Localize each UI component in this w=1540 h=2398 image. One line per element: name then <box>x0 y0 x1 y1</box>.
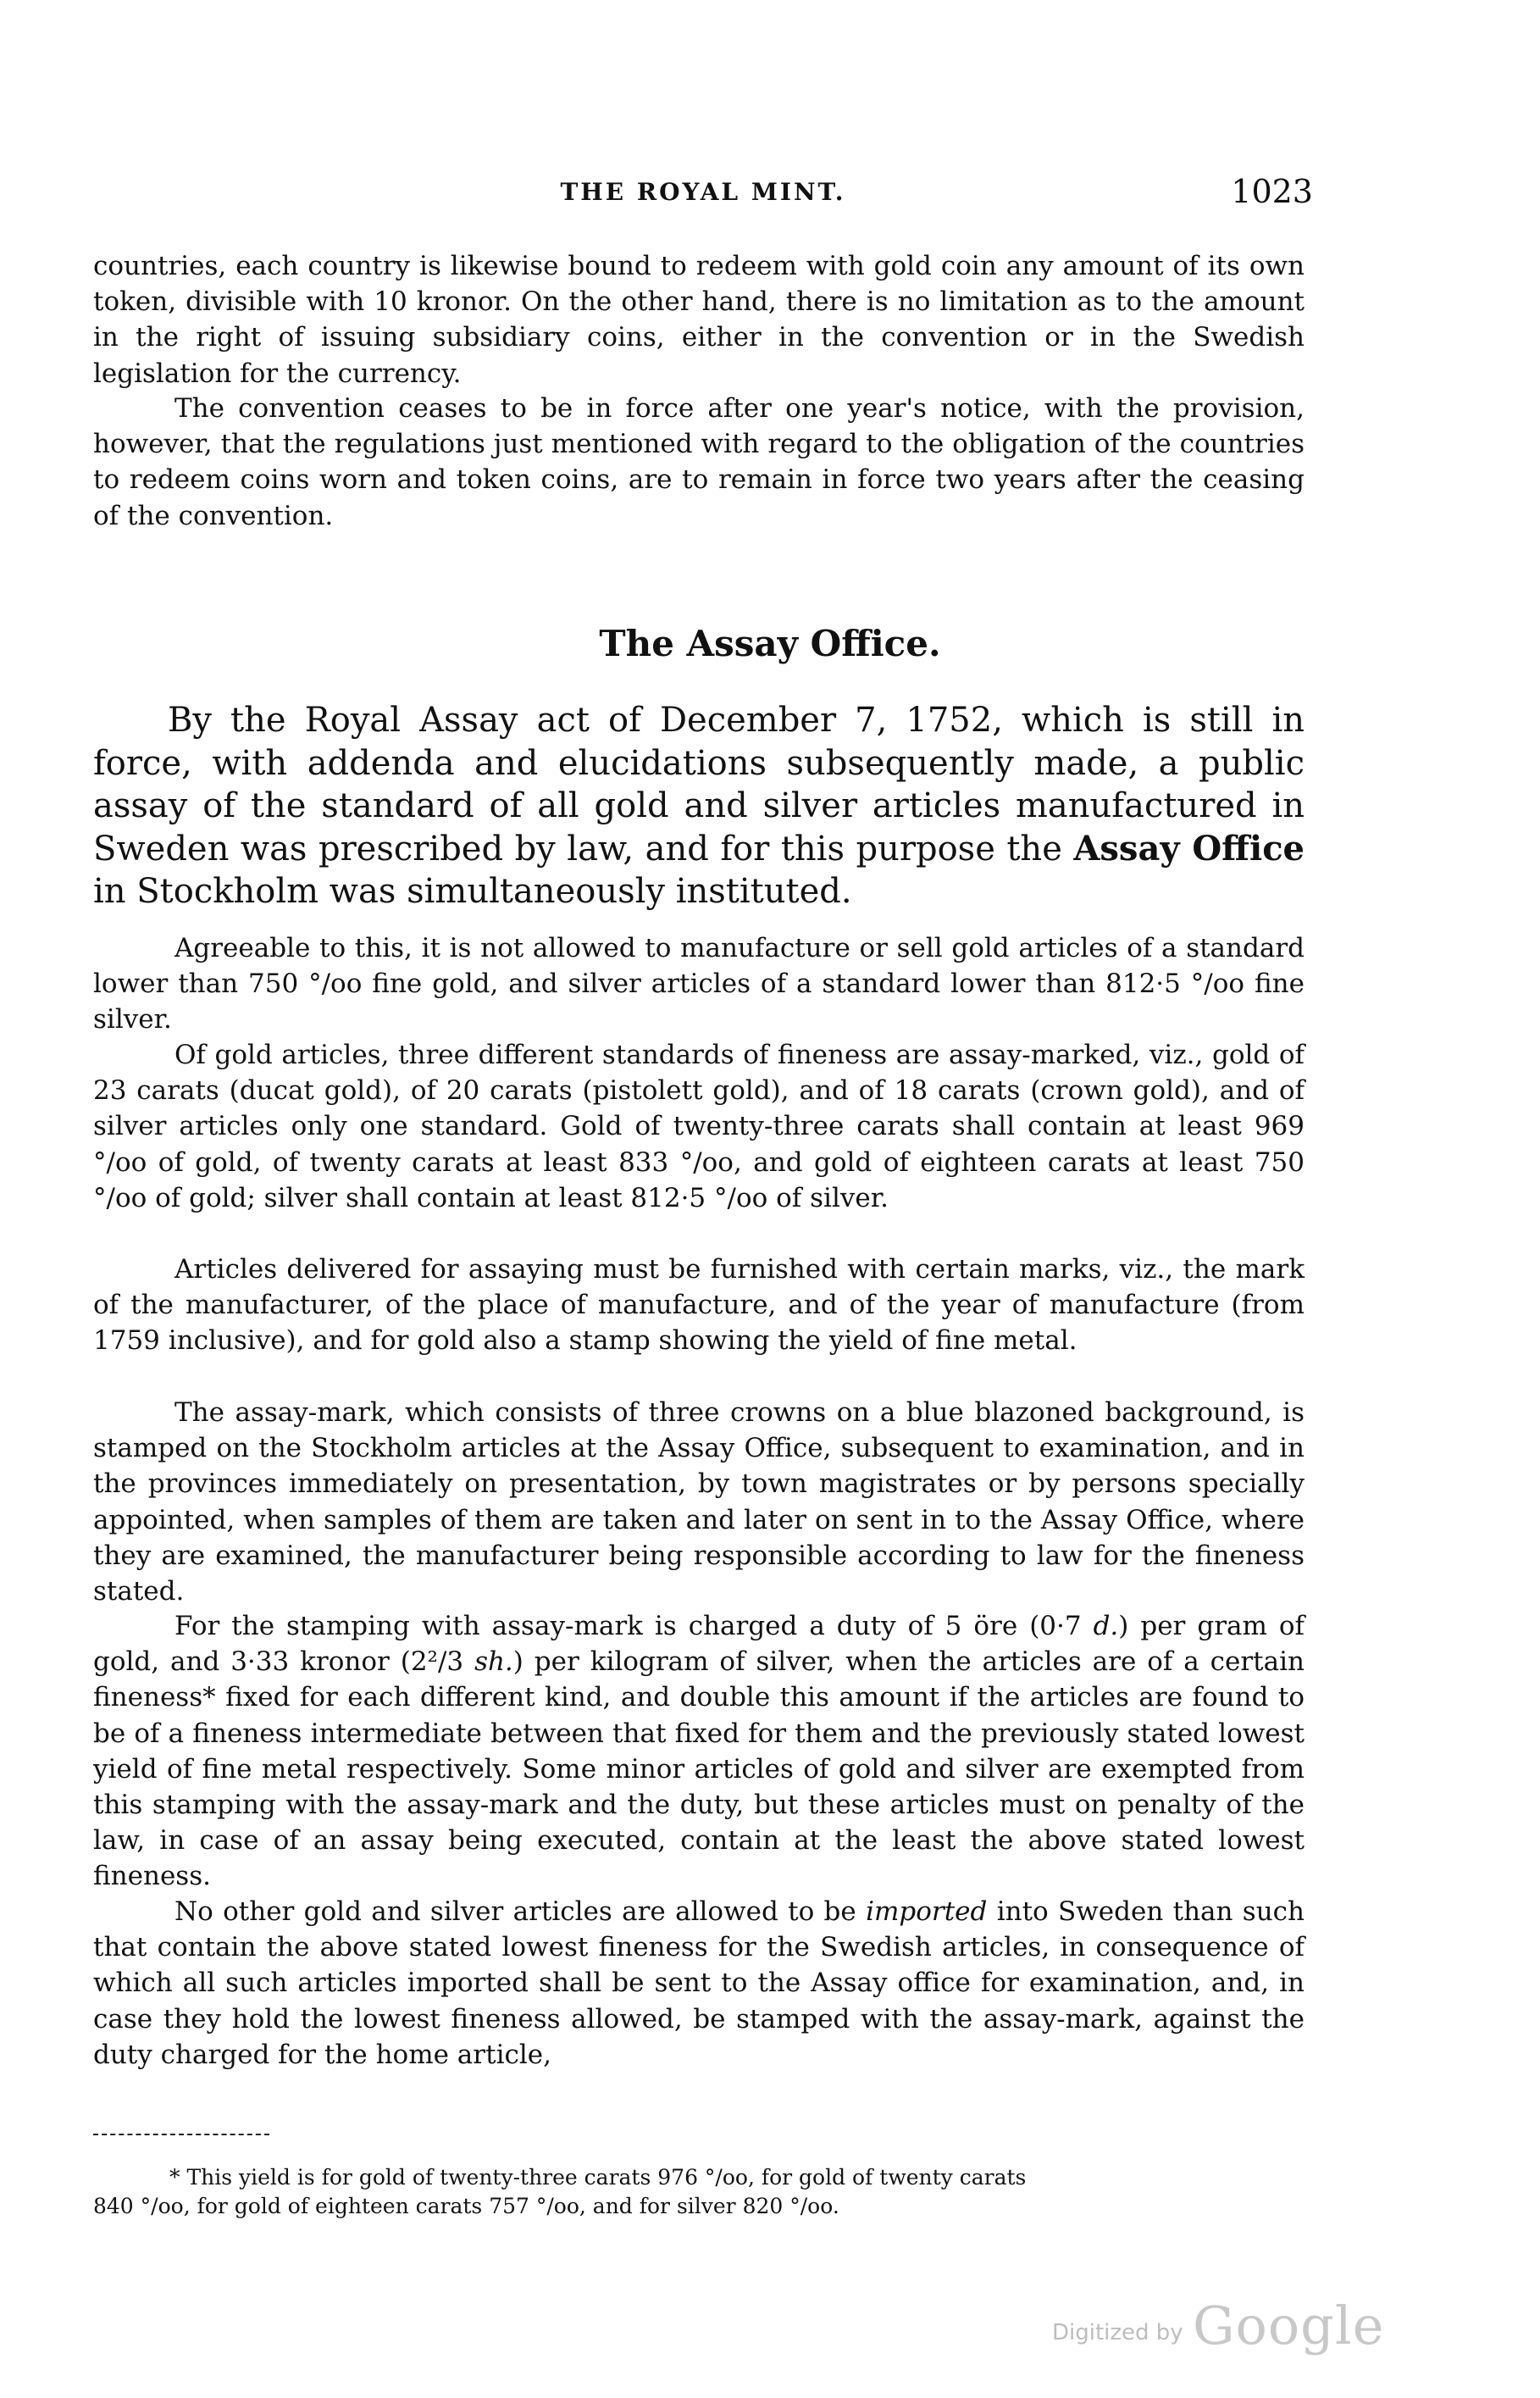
lead-text-start: By the Royal Assay act of December 7, 1752, which is still in force, with addenda and elucidations subsequently made, a public assay of the standard of all gold and silver articles manufactured in Sweden was prescribed by law, and for this purpose the <box>93 701 1305 869</box>
assay-office-emphasis: Assay Office <box>1073 828 1305 869</box>
standards-paragraph: Agreeable to this, it is not allowed to manufacture or sell gold articles of a standard lower than 750 °/oo fine gold, and silver articles of a standard lower than 812·5 °/oo fine silver. <box>93 933 1305 1035</box>
import-text-start: No other gold and silver articles are allowed to be <box>174 1896 867 1927</box>
google-logo: Google <box>1193 2295 1385 2356</box>
shilling-abbrev: sh. <box>474 1646 513 1678</box>
footnote <box>93 2163 1305 2221</box>
running-head <box>93 173 1313 220</box>
imported-emphasis: imported <box>866 1896 988 1927</box>
section-title: The Assay Office. <box>599 623 941 664</box>
footnote-line-2: 840 °/oo, for gold of eighteen carats 757 °/oo, and for silver 820 °/oo. <box>93 2194 839 2218</box>
intro-paragraph-2: The convention ceases to be in force after one year's notice, with the provision, however, that the regulations just mentioned with regard to the obligation of the countries to redeem coins worn and token coins, are to remain in force two years after the ceasing of the convention. <box>93 393 1305 531</box>
page-number: 1023 <box>1231 173 1313 210</box>
footnote-separator <box>93 2134 269 2135</box>
running-title: THE ROYAL MINT. <box>560 178 846 206</box>
duty-text-1: For the stamping with assay-mark is charged a duty of 5 öre (0·7 <box>174 1611 1094 1641</box>
footnote-line-1: * This yield is for gold of twenty-three carats 976 °/oo, for gold of twenty carats <box>169 2165 1027 2190</box>
watermark-prefix: Digitized by <box>1052 2320 1183 2345</box>
lead-text-end: in Stockholm was simultaneously instituted. <box>93 872 852 911</box>
duty-text-2: ) per gram of gold, and 3·33 kronor (2²/3 <box>93 1611 1305 1678</box>
assay-mark-paragraph: The assay-mark, which consists of three crowns on a blue blazoned background, is stamped on the Stockholm articles at the Assay Office, subsequent to examination, and in the provinces immediately on presentation, by town magistrates or by persons specially appointed, when samples of them are taken and later on sent in to the Assay Office, where they are examined, the manufacturer being responsible according to law for the fineness stated. <box>93 1397 1305 1607</box>
duty-text-3: ) per kilogram of silver, when the articles are of a certain fineness* fixed for each different kind, and double this amount if the articles are found to be of a fineness intermediate between that fixed for them and the previously stated lowest yield of fine metal respectively. Some minor articles of gold and silver are exempted from this stamping with the assay-mark and the duty, but these articles must on penalty of the law, in case of an assay being executed, contain at the least the above stated lowest fineness. <box>93 1646 1305 1892</box>
import-paragraph <box>93 1894 1305 2073</box>
digitized-watermark <box>1042 2288 1385 2373</box>
duty-paragraph <box>93 1608 1305 1895</box>
lead-paragraph <box>93 699 1305 913</box>
intro-paragraph-1: countries, each country is likewise bound to redeem with gold coin any amount of its own token, divisible with 10 kronor. On the other hand, there is no limitation as to the amount in the right of issuing subsidiary coins, either in the convention or in the Swedish legislation for the currency. <box>93 251 1305 389</box>
marks-paragraph: Articles delivered for assaying must be furnished with certain marks, viz., the mark of the manufacturer, of the place of manufacture, and of the year of manufacture (from 1759 inclusive), and for gold also a stamp showing the yield of fine metal. <box>93 1254 1305 1357</box>
fineness-paragraph: Of gold articles, three different standards of fineness are assay-marked, viz., gold of 23 carats (ducat gold), of 20 carats (pistolett gold), and of 18 carats (crown gold), and of silver articles only one standard. Gold of twenty-three carats shall contain at least 969 °/oo of gold, of twenty carats at least 833 °/oo, and gold of eighteen carats at least 750 °/oo of gold; silver shall contain at least 812·5 °/oo of silver. <box>93 1040 1305 1213</box>
import-text-end: into Sweden than such that contain the above stated lowest fineness for the Swedish articles, in consequence of which all such articles imported shall be sent to the Assay office for examination, and, in case they hold the lowest fineness allowed, be stamped with the assay-mark, against the duty charged for the home article, <box>93 1896 1305 2070</box>
pence-abbrev: d. <box>1093 1611 1119 1641</box>
